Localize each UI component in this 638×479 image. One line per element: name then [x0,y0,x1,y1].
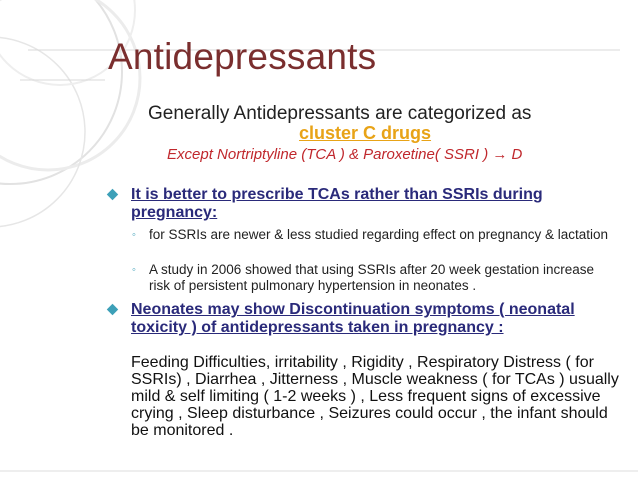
circle-bullet-icon: ◦ [132,264,136,276]
circle-bullet-icon: ◦ [132,229,136,241]
bullet-2-heading: Neonates may show Discontinuation symptoms ( neonatal toxicity ) of antidepressants taken in pregnancy : [131,301,575,336]
bullet-2-body: Feeding Difficulties, irritability , Rigidity , Respiratory Distress ( for SSRIs) , Diarrhea , Jitterness , Muscle weakness ( for TCAs ) usually mild & self limiting ( 1-2 weeks ) , Less frequent signs of excessive crying , Sleep disturbance , Seizures could occur , the infant should be monitored . [131,354,619,439]
sub-bullet-1: for SSRIs are newer & less studied regarding effect on pregnancy & lactation [149,227,609,242]
slide-title: Antidepressants [108,36,377,77]
bullet-1-heading: It is better to prescribe TCAs rather than SSRIs during pregnancy: [131,186,543,221]
sub-bullet-2: A study in 2006 showed that using SSRIs after 20 week gestation increase risk of persistent pulmonary hypertension in neonates . [149,262,595,293]
slide-subtitle: Generally Antidepressants are categorized as [148,103,532,124]
cluster-label: cluster C drugs [299,123,432,143]
exception-note: Except Nortriptyline (TCA ) & Paroxetine( SSRI ) → D [167,146,523,163]
